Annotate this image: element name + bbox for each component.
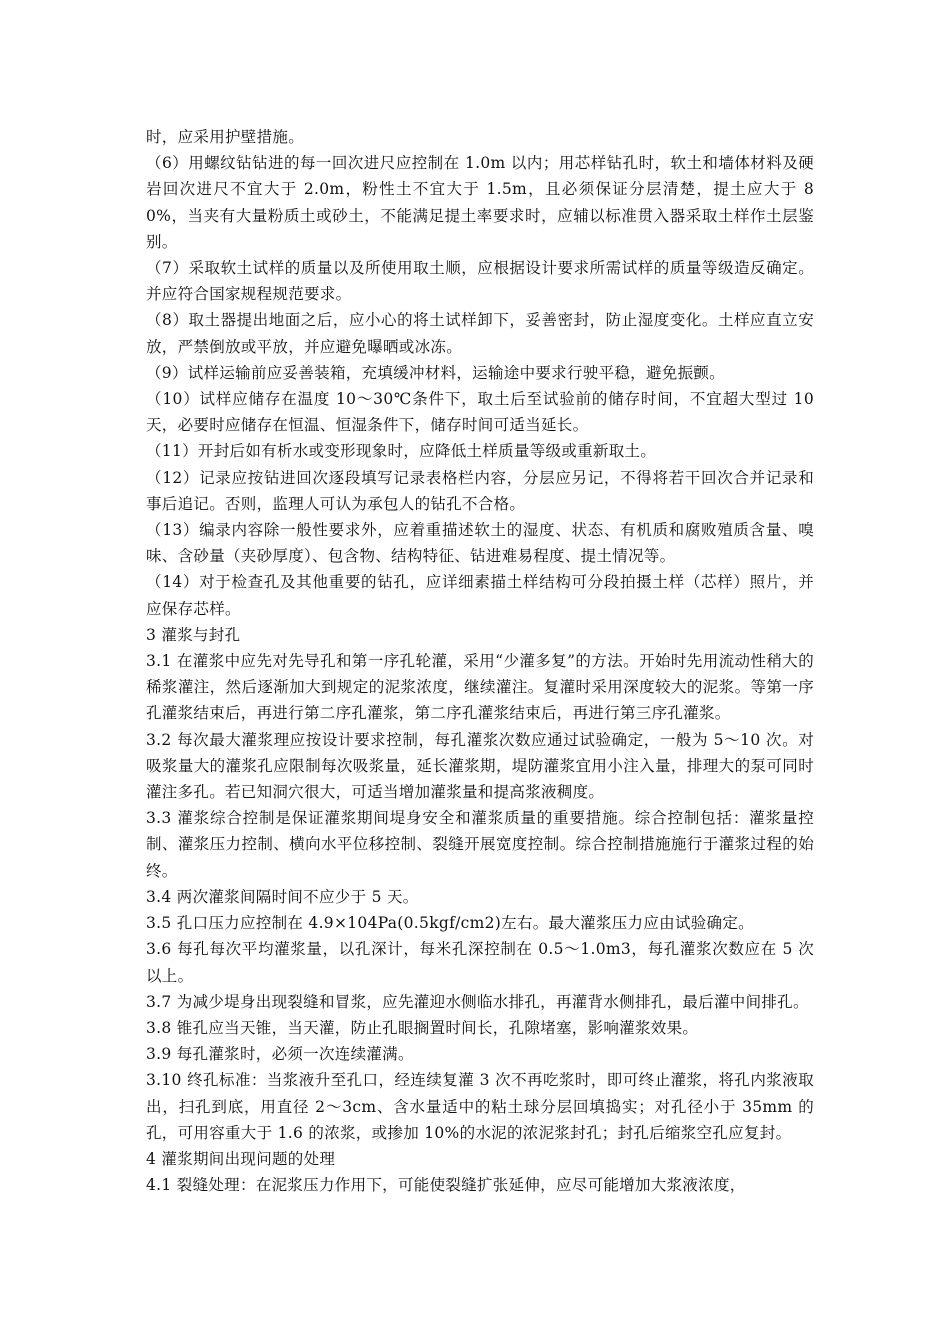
paragraph-3-5: 3.5 孔口压力应控制在 4.9×104Pa(0.5kgf/cm2)左右。最大灌浆压力应由试验确定。: [146, 914, 754, 933]
paragraph-3-10: 3.10 终孔标准：当浆液升至孔口，经连续复灌 3 次不再吃浆时，即可终止灌浆，将孔内浆液取出，扫孔到底，用直径 2～3cm、含水量适中的粘土球分层回填捣实；对孔径小于 35mm 的孔，可用容重大于 1.6 的浓浆，或掺加 10%的水泥的浓泥浆封孔；封孔后缩浆空孔应复封。: [146, 1071, 814, 1142]
section-heading-4: 4 灌浆期间出现问题的处理: [146, 1149, 336, 1168]
paragraph-4-1: 4.1 裂缝处理：在泥浆压力作用下，可能使裂缝扩张延伸，应尽可能增加大浆液浓度，: [146, 1176, 746, 1195]
paragraph-3-1: 3.1 在灌浆中应先对先导孔和第一序孔轮灌，采用“少灌多复”的方法。开始时先用流动性稍大的稀浆灌注，然后逐渐加大到规定的泥浆浓度，继续灌注。复灌时采用深度较大的泥浆。等第一序孔灌浆结束后，再进行第二序孔灌浆，第二序孔灌浆结束后，再进行第三序孔灌浆。: [146, 652, 814, 723]
paragraph-3-6: 3.6 每孔每次平均灌浆量，以孔深计，每米孔深控制在 0.5～1.0m3，每孔灌浆次数应在 5 次以上。: [146, 940, 815, 985]
paragraph-continuation: 时，应采用护壁措施。: [146, 128, 305, 146]
paragraph-item-8: （8）取土器提出地面之后，应小心的将土试样卸下，妥善密封，防止湿度变化。土样应直立安放，严禁倒放或平放，并应避免曝晒或冰冻。: [146, 311, 814, 356]
paragraph-item-14: （14）对于检查孔及其他重要的钻孔，应详细素描土样结构可分段拍摄土样（芯样）照片，并应保存芯样。: [146, 573, 814, 618]
paragraph-item-7: （7）采取软土试样的质量以及所使用取土顺，应根据设计要求所需试样的质量等级造反确定。并应符合国家规程规范要求。: [146, 259, 814, 304]
paragraph-item-11: （11）开封后如有析水或变形现象时，应降低土样质量等级或重新取土。: [146, 442, 657, 461]
paragraph-item-6: （6）用螺纹钻钻进的每一回次进尺应控制在 1.0m 以内；用芯样钻孔时，软土和墙体材料及硬岩回次进尺不宜大于 2.0m，粉性土不宜大于 1.5m，且必须保证分层清楚，提土应大于 80%，当夹有大量粉质土或砂土，不能满足提土率要求时，应辅以标准贯入器采取土样作土层鉴别。: [146, 154, 814, 251]
document-body: [146, 124, 814, 1198]
paragraph-3-3: 3.3 灌浆综合控制是保证灌浆期间堤身安全和灌浆质量的重要措施。综合控制包括：灌浆量控制、灌浆压力控制、横向水平位移控制、裂缝开展宽度控制。综合控制措施施行于灌浆过程的始终。: [146, 809, 814, 880]
paragraph-3-4: 3.4 两次灌浆间隔时间不应少于 5 天。: [146, 887, 419, 906]
paragraph-3-8: 3.8 锥孔应当天锥，当天灌，防止孔眼搁置时间长，孔隙堵塞，影响灌浆效果。: [146, 1018, 699, 1037]
paragraph-item-12: （12）记录应按钻进回次逐段填写记录表格栏内容，分层应另记，不得将若干回次合并记录和事后追记。否则，监理人可认为承包人的钻孔不合格。: [146, 468, 814, 513]
section-heading-3: 3 灌浆与封孔: [146, 625, 241, 644]
paragraph-item-9: （9）试样运输前应妥善装箱，充填缓冲材料，运输途中要求行驶平稳，避免振颤。: [146, 363, 725, 382]
paragraph-3-7: 3.7 为减少堤身出现裂缝和冒浆，应先灌迎水侧临水排孔，再灌背水侧排孔，最后灌中间排孔。: [146, 992, 809, 1011]
paragraph-3-9: 3.9 每孔灌浆时，必须一次连续灌满。: [146, 1045, 414, 1064]
paragraph-item-13: （13）编录内容除一般性要求外，应着重描述软土的湿度、状态、有机质和腐败殖质含量、嗅味、含砂量（夹砂厚度）、包含物、结构特征、钻进难易程度、提土情况等。: [146, 521, 814, 566]
paragraph-item-10: （10）试样应储存在温度 10～30℃条件下，取土后至试验前的储存时间，不宜超大型过 10 天，必要时应储存在恒温、恒湿条件下，储存时间可适当延长。: [146, 390, 814, 435]
paragraph-3-2: 3.2 每次最大灌浆理应按设计要求控制，每孔灌浆次数应通过试验确定，一般为 5～10 次。对吸浆量大的灌浆孔应限制每次吸浆量，延长灌浆期，堤防灌浆宜用小注入量，排理大的泵可同时灌注多孔。若已知洞穴很大，可适当增加灌浆量和提高浆液稠度。: [146, 730, 814, 802]
